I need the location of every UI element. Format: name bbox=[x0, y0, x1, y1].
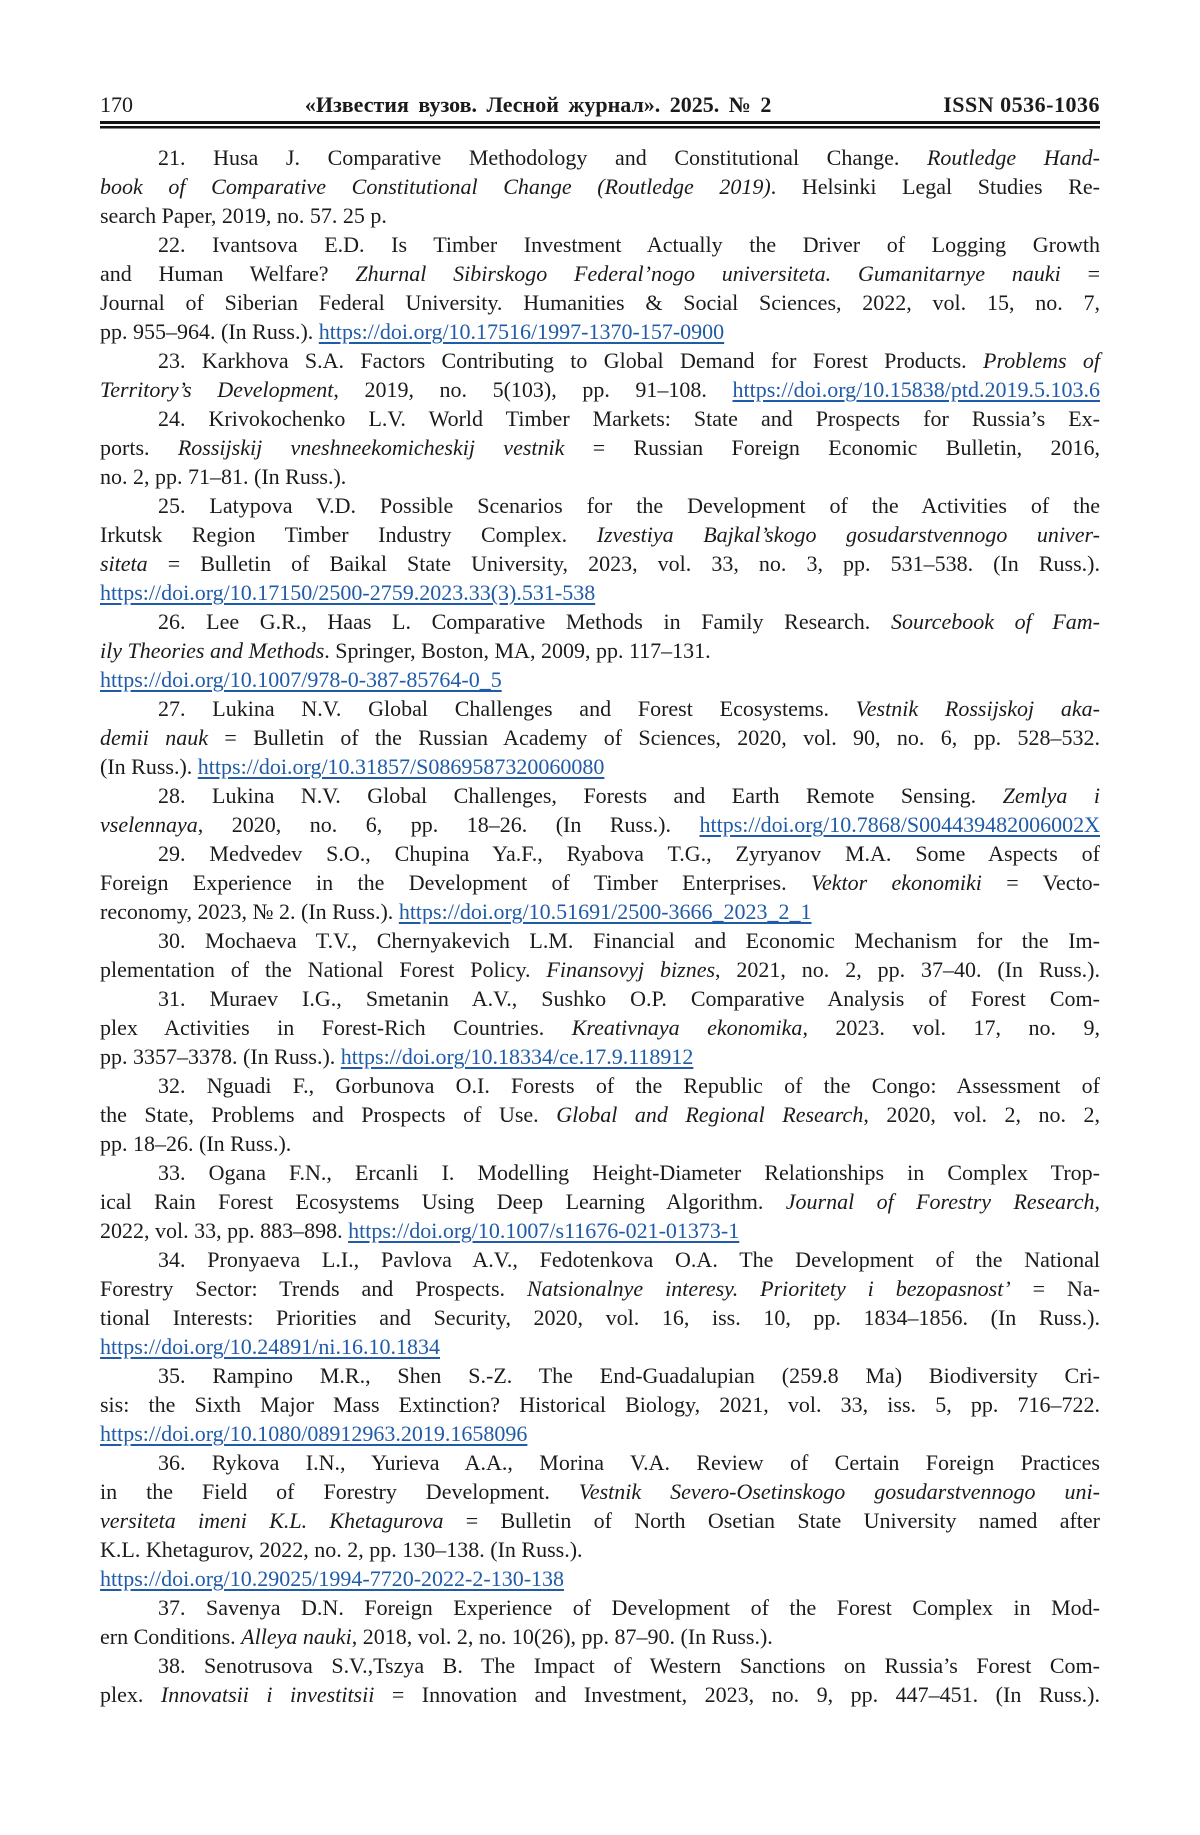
reference-item bbox=[100, 984, 1100, 1071]
source-title-italic: demii nauk bbox=[100, 725, 208, 750]
reference-line bbox=[100, 317, 1100, 346]
reference-line bbox=[100, 1564, 1100, 1593]
source-title-italic: Zhurnal Sibirskogo Federal’nogo universiteta. Gumanitarnye nauki bbox=[355, 261, 1061, 286]
reference-line bbox=[100, 752, 1100, 781]
source-title-italic: Routledge Hand- bbox=[926, 145, 1100, 170]
text-run: 29. Medvedev S.O., Chupina Ya.F., Ryabova T.G., Zyryanov M.A. Some Aspects of bbox=[158, 841, 1100, 866]
text-run: pp. 3357–3378. (In Russ.). bbox=[100, 1044, 341, 1069]
reference-line bbox=[100, 1071, 1100, 1100]
doi-link[interactable]: https://doi.org/10.18334/ce.17.9.118912 bbox=[340, 1044, 694, 1069]
doi-link[interactable]: https://doi.org/10.1007/978-0-387-85764-0_5 bbox=[100, 667, 502, 692]
text-run: the State, Problems and Prospects of Use. bbox=[100, 1102, 557, 1127]
reference-line bbox=[100, 1651, 1100, 1680]
text-run: , 2021, no. 2, pp. 37–40. (In Russ.). bbox=[715, 957, 1100, 982]
text-run: 2022, vol. 33, pp. 883–898. bbox=[100, 1218, 349, 1243]
reference-line bbox=[100, 810, 1100, 839]
text-run: 34. Pronyaeva L.I., Pavlova A.V., Fedotenkova O.A. The Development of the National bbox=[158, 1247, 1100, 1272]
doi-link[interactable]: https://doi.org/10.1080/08912963.2019.1658096 bbox=[100, 1421, 528, 1446]
source-title-italic: ily Theories and Methods bbox=[100, 638, 325, 663]
reference-line bbox=[100, 868, 1100, 897]
reference-item bbox=[100, 143, 1100, 230]
text-run: . Springer, Boston, MA, 2009, pp. 117–131. bbox=[324, 638, 711, 663]
reference-line bbox=[100, 259, 1100, 288]
reference-line bbox=[100, 230, 1100, 259]
reference-line bbox=[100, 346, 1100, 375]
reference-line bbox=[100, 1361, 1100, 1390]
reference-item bbox=[100, 1245, 1100, 1361]
doi-link[interactable]: https://doi.org/10.1007/s11676-021-01373-1 bbox=[348, 1218, 740, 1243]
source-title-italic: vselennaya bbox=[100, 812, 198, 837]
page-header bbox=[100, 92, 1100, 118]
text-run: in the Field of Forestry Development. bbox=[100, 1479, 579, 1504]
text-run: ical Rain Forest Ecosystems Using Deep Learning Algorithm. bbox=[100, 1189, 786, 1214]
text-run: pp. 955–964. (In Russ.). bbox=[100, 319, 319, 344]
reference-line bbox=[100, 897, 1100, 926]
source-title-italic: Innovatsii i investitsii bbox=[160, 1682, 375, 1707]
text-run: pp. 18–26. (In Russ.). bbox=[100, 1131, 292, 1156]
reference-line bbox=[100, 926, 1100, 955]
text-run: , bbox=[1094, 1189, 1100, 1214]
reference-line bbox=[100, 1680, 1100, 1709]
reference-line bbox=[100, 1303, 1100, 1332]
source-title-italic: Zemlya i bbox=[1002, 783, 1100, 808]
references-list bbox=[100, 143, 1100, 1709]
doi-link[interactable]: https://doi.org/10.17516/1997-1370-157-0900 bbox=[318, 319, 725, 344]
reference-line bbox=[100, 636, 1100, 665]
text-run: , 2018, vol. 2, no. 10(26), pp. 87–90. (In Russ.). bbox=[351, 1624, 773, 1649]
reference-line bbox=[100, 288, 1100, 317]
text-run: = Bulletin of North Osetian State University named after bbox=[443, 1508, 1100, 1533]
text-run: 24. Krivokochenko L.V. World Timber Markets: State and Prospects for Russia’s Ex- bbox=[158, 406, 1100, 431]
text-run: , 2020, no. 6, pp. 18–26. (In Russ.). bbox=[197, 812, 700, 837]
text-run: plex Activities in Forest-Rich Countries. bbox=[100, 1015, 572, 1040]
doi-link[interactable]: https://doi.org/10.51691/2500-3666_2023_2_1 bbox=[398, 899, 812, 924]
source-title-italic: book of Comparative Constitutional Change (Routledge 2019) bbox=[100, 174, 771, 199]
text-run: plex. bbox=[100, 1682, 161, 1707]
text-run: 28. Lukina N.V. Global Challenges, Forests and Earth Remote Sensing. bbox=[158, 783, 1003, 808]
text-run: = Innovation and Investment, 2023, no. 9, pp. 447–451. (In Russ.). bbox=[374, 1682, 1100, 1707]
reference-line bbox=[100, 1535, 1100, 1564]
reference-item bbox=[100, 1448, 1100, 1593]
reference-line bbox=[100, 1158, 1100, 1187]
reference-line bbox=[100, 1100, 1100, 1129]
text-run: = bbox=[1060, 261, 1100, 286]
reference-line bbox=[100, 1448, 1100, 1477]
reference-line bbox=[100, 781, 1100, 810]
reference-line bbox=[100, 404, 1100, 433]
page-number: 170 bbox=[100, 92, 133, 117]
doi-link[interactable]: https://doi.org/10.15838/ptd.2019.5.103.6 bbox=[732, 377, 1101, 402]
reference-line bbox=[100, 172, 1100, 201]
doi-link[interactable]: https://doi.org/10.17150/2500-2759.2023.33(3).531-538 bbox=[100, 580, 596, 605]
text-run: = Na- bbox=[1010, 1276, 1100, 1301]
reference-line bbox=[100, 578, 1100, 607]
text-run: = Vecto- bbox=[981, 870, 1101, 895]
text-run: 33. Ogana F.N., Ercanli I. Modelling Height-Diameter Relationships in Complex Trop- bbox=[158, 1160, 1100, 1185]
reference-item bbox=[100, 230, 1100, 346]
reference-line bbox=[100, 1506, 1100, 1535]
text-run: ports. bbox=[100, 435, 178, 460]
header-rule bbox=[100, 121, 1100, 129]
journal-header-title: «Известия вузов. Лесной журнал». 2025. № 2 bbox=[304, 92, 772, 117]
source-title-italic: Vestnik Rossijskoj aka- bbox=[855, 696, 1100, 721]
reference-item bbox=[100, 1651, 1100, 1709]
text-run: 22. Ivantsova E.D. Is Timber Investment Actually the Driver of Logging Growth bbox=[158, 232, 1100, 257]
text-run: Irkutsk Region Timber Industry Complex. bbox=[100, 522, 597, 547]
reference-item bbox=[100, 404, 1100, 491]
text-run: = Russian Foreign Economic Bulletin, 2016, bbox=[564, 435, 1101, 460]
reference-line bbox=[100, 1013, 1100, 1042]
source-title-italic: Vektor ekonomiki bbox=[810, 870, 982, 895]
reference-line bbox=[100, 1477, 1100, 1506]
reference-item bbox=[100, 694, 1100, 781]
source-title-italic: Global and Regional Research bbox=[556, 1102, 864, 1127]
reference-line bbox=[100, 549, 1100, 578]
text-run: 27. Lukina N.V. Global Challenges and Forest Ecosystems. bbox=[158, 696, 856, 721]
reference-line bbox=[100, 607, 1100, 636]
reference-line bbox=[100, 433, 1100, 462]
reference-item bbox=[100, 839, 1100, 926]
reference-line bbox=[100, 1245, 1100, 1274]
reference-line bbox=[100, 1419, 1100, 1448]
reference-line bbox=[100, 1216, 1100, 1245]
source-title-italic: versiteta imeni K.L. Khetagurova bbox=[100, 1508, 444, 1533]
source-title-italic: Vestnik Severo-Osetinskogo gosudarstvennogo uni- bbox=[578, 1479, 1100, 1504]
source-title-italic: Problems of bbox=[983, 348, 1100, 373]
reference-item bbox=[100, 1158, 1100, 1245]
source-title-italic: Territory’s Development bbox=[100, 377, 334, 402]
text-run: 38. Senotrusova S.V.,Tszya B. The Impact of Western Sanctions on Russia’s Forest Com- bbox=[158, 1653, 1100, 1678]
issn-label: ISSN 0536-1036 bbox=[943, 92, 1100, 117]
text-run: = Bulletin of Baikal State University, 2023, vol. 33, no. 3, pp. 531–538. (In Russ.). bbox=[147, 551, 1100, 576]
text-run: 26. Lee G.R., Haas L. Comparative Methods in Family Research. bbox=[158, 609, 891, 634]
reference-item bbox=[100, 781, 1100, 839]
reference-item bbox=[100, 1361, 1100, 1448]
doi-link[interactable]: https://doi.org/10.24891/ni.16.10.1834 bbox=[100, 1334, 441, 1359]
text-run: no. 2, pp. 71–81. (In Russ.). bbox=[100, 464, 347, 489]
source-title-italic: Rossijskij vneshneekomicheskij vestnik bbox=[177, 435, 565, 460]
text-run: (In Russ.). bbox=[100, 754, 198, 779]
text-run: 36. Rykova I.N., Yurieva A.A., Morina V.A. Review of Certain Foreign Practices bbox=[158, 1450, 1100, 1475]
reference-line bbox=[100, 955, 1100, 984]
reference-line bbox=[100, 491, 1100, 520]
reference-line bbox=[100, 839, 1100, 868]
reference-line bbox=[100, 1129, 1100, 1158]
doi-link[interactable]: https://doi.org/10.7868/S004439482006002X bbox=[699, 812, 1100, 837]
reference-line bbox=[100, 984, 1100, 1013]
reference-item bbox=[100, 346, 1100, 404]
source-title-italic: Sourcebook of Fam- bbox=[890, 609, 1100, 634]
text-run: K.L. Khetagurov, 2022, no. 2, pp. 130–138. (In Russ.). bbox=[100, 1537, 583, 1562]
text-run: search Paper, 2019, no. 57. 25 p. bbox=[100, 203, 387, 228]
text-run: , 2020, vol. 2, no. 2, bbox=[863, 1102, 1100, 1127]
reference-line bbox=[100, 375, 1100, 404]
reference-item bbox=[100, 607, 1100, 694]
text-run: ern Conditions. bbox=[100, 1624, 242, 1649]
source-title-italic: Alleya nauki bbox=[241, 1624, 352, 1649]
text-run: 30. Mochaeva T.V., Chernyakevich L.M. Financial and Economic Mechanism for the Im- bbox=[158, 928, 1100, 953]
reference-line bbox=[100, 1593, 1100, 1622]
reference-item bbox=[100, 1071, 1100, 1158]
reference-line bbox=[100, 201, 1100, 230]
reference-line bbox=[100, 1187, 1100, 1216]
text-run: , 2019, no. 5(103), pp. 91–108. bbox=[333, 377, 733, 402]
text-run: Forestry Sector: Trends and Prospects. bbox=[100, 1276, 528, 1301]
source-title-italic: Finansovyj biznes bbox=[546, 957, 716, 982]
text-run: = Bulletin of the Russian Academy of Sciences, 2020, vol. 90, no. 6, pp. 528–532. bbox=[208, 725, 1100, 750]
text-run: tional Interests: Priorities and Security, 2020, vol. 16, iss. 10, pp. 1834–1856. (In Russ.). bbox=[100, 1305, 1100, 1330]
reference-line bbox=[100, 1622, 1100, 1651]
text-run: sis: the Sixth Major Mass Extinction? Historical Biology, 2021, vol. 33, iss. 5, pp. 716–722. bbox=[100, 1392, 1100, 1417]
reference-line bbox=[100, 665, 1100, 694]
reference-line bbox=[100, 143, 1100, 172]
text-run: Foreign Experience in the Development of Timber Enterprises. bbox=[100, 870, 811, 895]
reference-line bbox=[100, 1274, 1100, 1303]
text-run: 32. Nguadi F., Gorbunova O.I. Forests of the Republic of the Congo: Assessment of bbox=[158, 1073, 1100, 1098]
doi-link[interactable]: https://doi.org/10.31857/S0869587320060080 bbox=[197, 754, 605, 779]
text-run: and Human Welfare? bbox=[100, 261, 356, 286]
source-title-italic: Izvestiya Bajkal’skogo gosudarstvennogo univer- bbox=[596, 522, 1100, 547]
text-run: Journal of Siberian Federal University. Humanities & Social Sciences, 2022, vol. 15, no. 7, bbox=[100, 290, 1100, 315]
reference-line bbox=[100, 462, 1100, 491]
source-title-italic: Natsionalnye interesy. Prioritety i bezopasnost’ bbox=[527, 1276, 1011, 1301]
text-run: , 2023. vol. 17, no. 9, bbox=[802, 1015, 1101, 1040]
text-run: 21. Husa J. Comparative Methodology and Constitutional Change. bbox=[158, 145, 927, 170]
reference-line bbox=[100, 1390, 1100, 1419]
reference-item bbox=[100, 491, 1100, 607]
doi-link[interactable]: https://doi.org/10.29025/1994-7720-2022-2-130-138 bbox=[100, 1566, 565, 1591]
reference-line bbox=[100, 520, 1100, 549]
source-title-italic: siteta bbox=[100, 551, 148, 576]
text-run: 31. Muraev I.G., Smetanin A.V., Sushko O.P. Comparative Analysis of Forest Com- bbox=[158, 986, 1100, 1011]
page bbox=[100, 0, 1100, 1709]
reference-item bbox=[100, 926, 1100, 984]
reference-item bbox=[100, 1593, 1100, 1651]
text-run: 23. Karkhova S.A. Factors Contributing to Global Demand for Forest Products. bbox=[158, 348, 984, 373]
source-title-italic: Journal of Forestry Research bbox=[785, 1189, 1095, 1214]
text-run: plementation of the National Forest Policy. bbox=[100, 957, 547, 982]
reference-line bbox=[100, 1042, 1100, 1071]
reference-line bbox=[100, 694, 1100, 723]
reference-line bbox=[100, 723, 1100, 752]
source-title-italic: Kreativnaya ekonomika bbox=[571, 1015, 803, 1040]
text-run: 35. Rampino M.R., Shen S.-Z. The End-Guadalupian (259.8 Ma) Biodiversity Cri- bbox=[158, 1363, 1100, 1388]
reference-line bbox=[100, 1332, 1100, 1361]
text-run: . Helsinki Legal Studies Re- bbox=[770, 174, 1100, 199]
text-run: reconomy, 2023, № 2. (In Russ.). bbox=[100, 899, 399, 924]
text-run: 37. Savenya D.N. Foreign Experience of Development of the Forest Complex in Mod- bbox=[158, 1595, 1100, 1620]
text-run: 25. Latypova V.D. Possible Scenarios for the Development of the Activities of the bbox=[158, 493, 1100, 518]
